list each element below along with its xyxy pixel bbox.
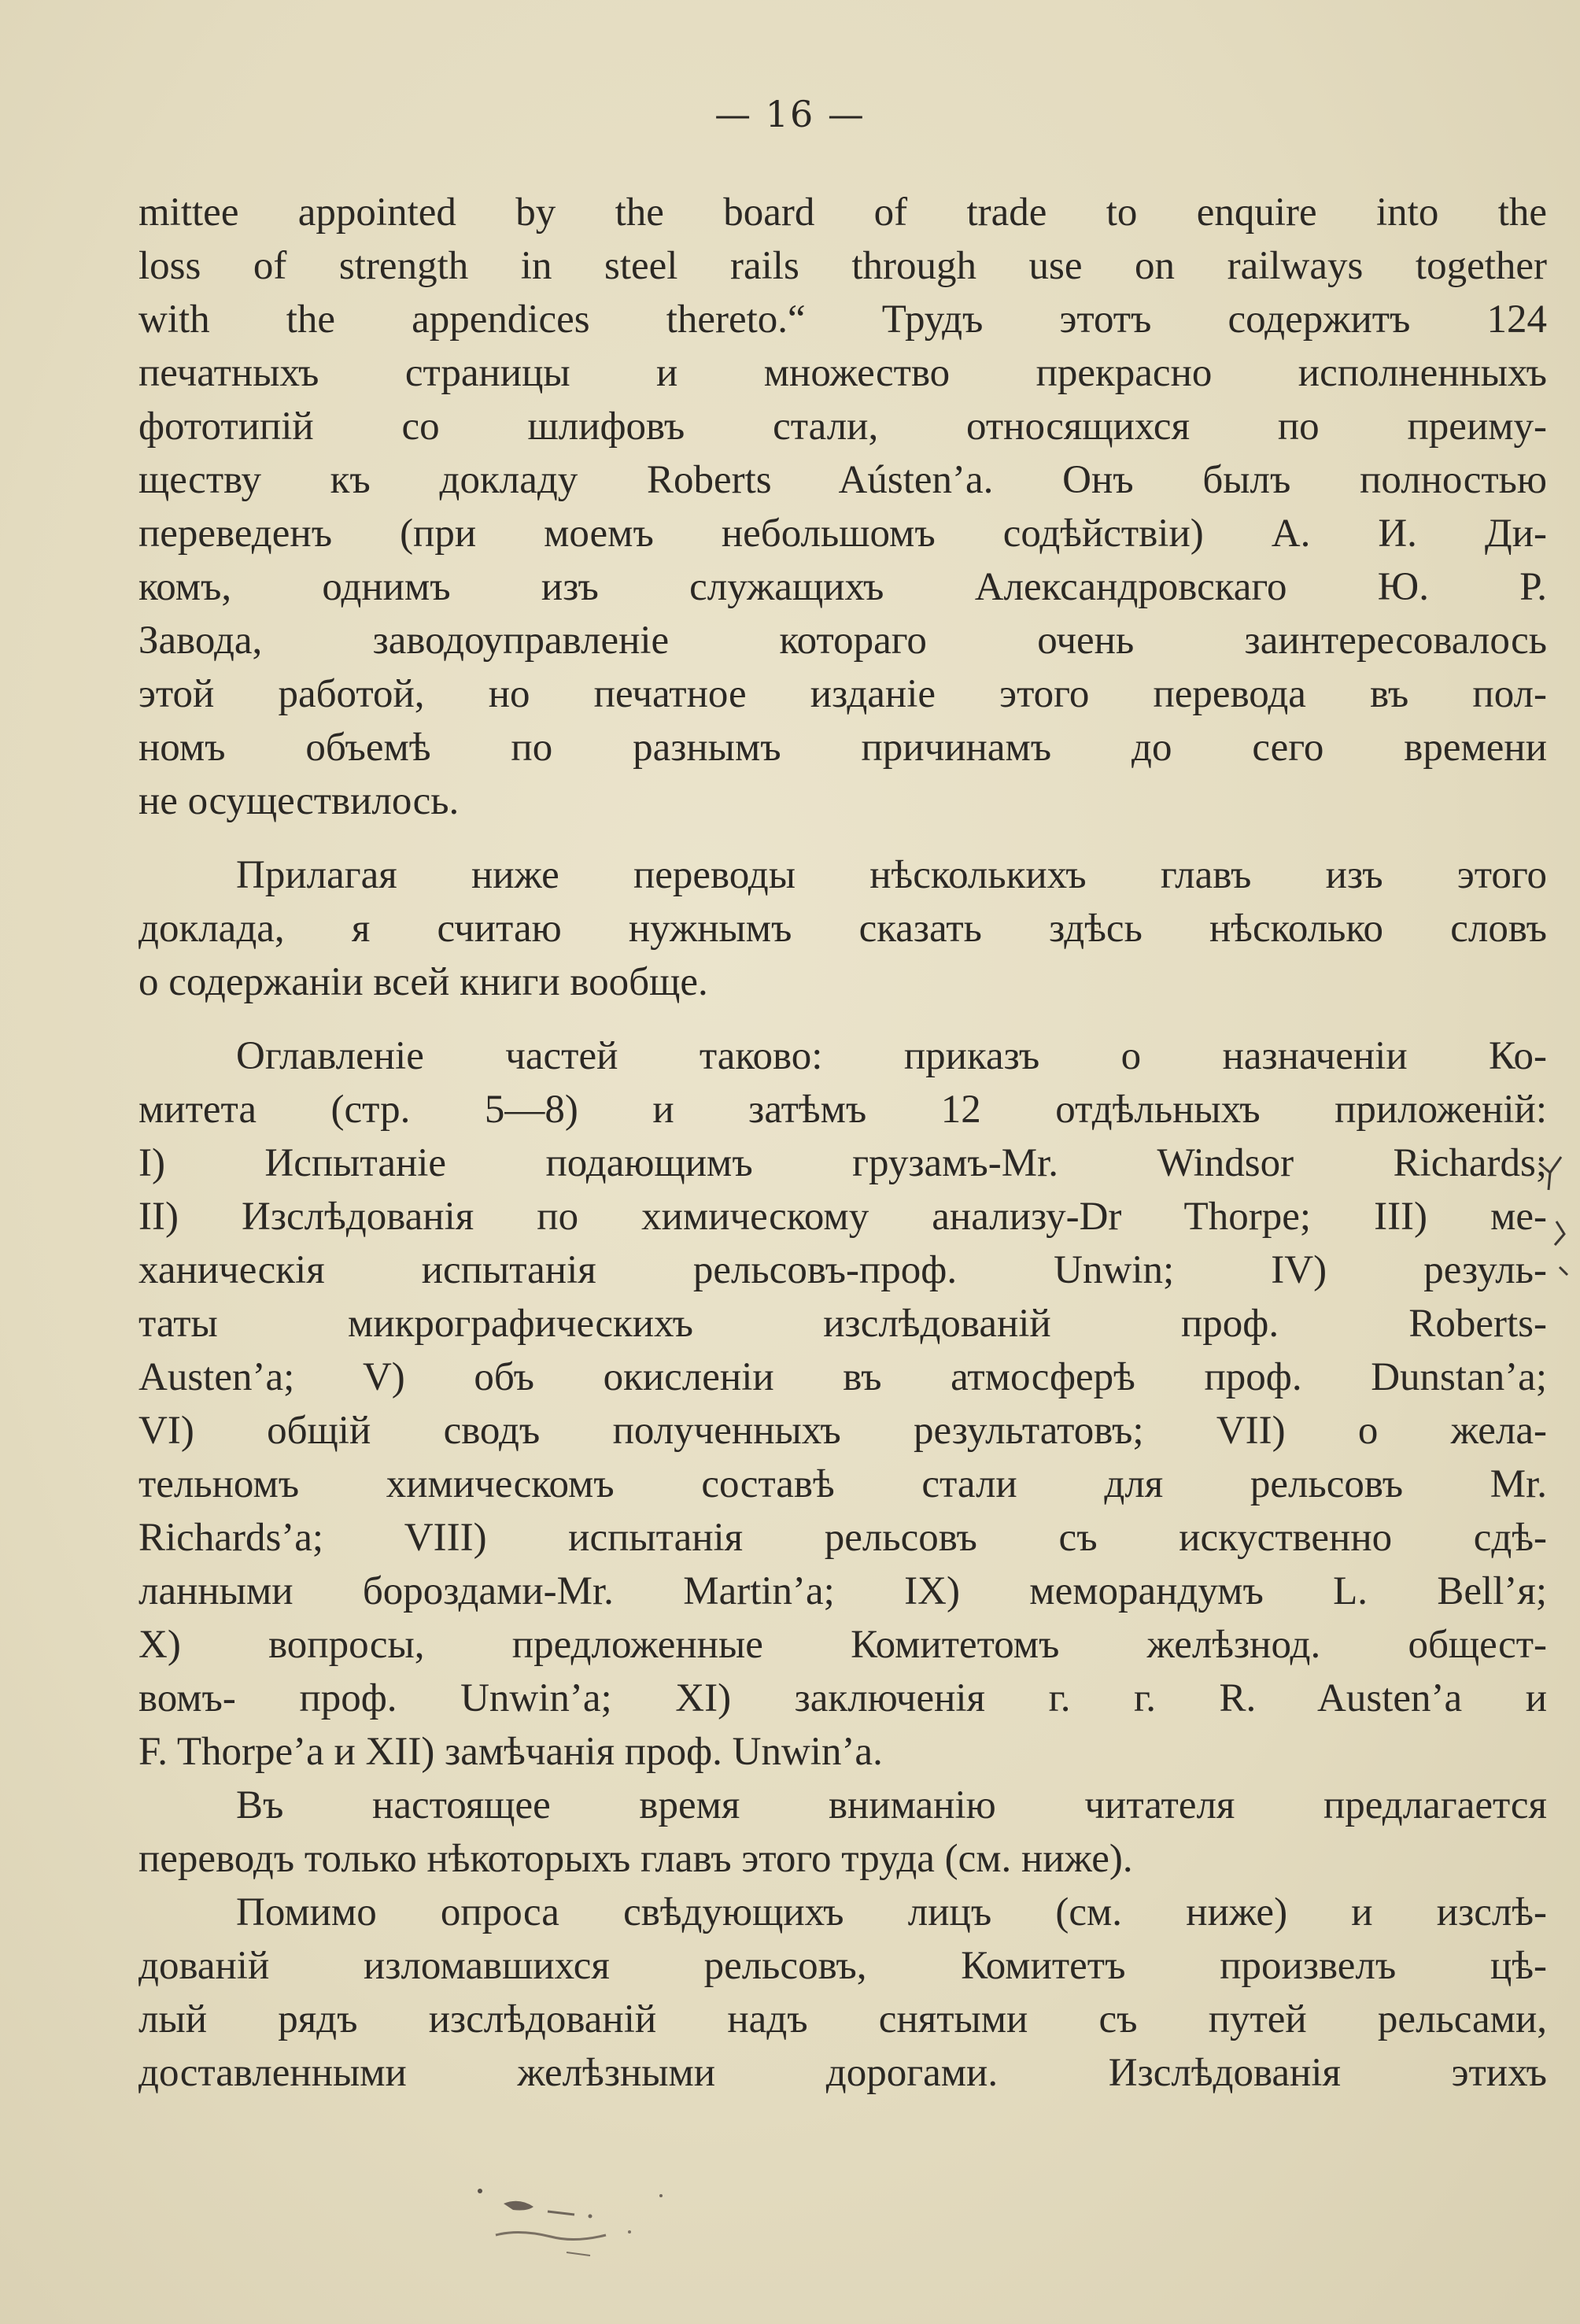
text-line: ланными бороздами-Mr. Martin’a; IX) меморандумъ L. Bell’я; xyxy=(138,1569,1547,1613)
text-line: Помимо опроса свѣдующихъ лицъ (см. ниже) и изслѣ- xyxy=(236,1890,1547,1934)
text-line: with the appendices thereto.“ Трудъ этотъ содержитъ 124 xyxy=(138,297,1547,342)
text-line: не осуществилось. xyxy=(138,779,460,823)
ink-specks-icon xyxy=(472,2180,692,2267)
paragraph-gap xyxy=(138,1009,1547,1029)
text-line: лый рядъ изслѣдованій надъ снятыми съ путей рельсами, xyxy=(138,1997,1547,2041)
text-line: I) Испытаніе подающимъ грузамъ-Mr. Windsor Richards; xyxy=(138,1141,1547,1185)
text-line: комъ, однимъ изъ служащихъ Александровскаго Ю. Р. xyxy=(138,565,1547,609)
text-line: Въ настоящее время вниманію читателя предлагается xyxy=(236,1783,1547,1827)
text-line: таты микрографическихъ изслѣдованій проф. Roberts- xyxy=(138,1302,1547,1346)
text-line: митета (стр. 5—8) и затѣмъ 12 отдѣльныхъ приложеній: xyxy=(138,1088,1547,1132)
text-line: F. Thorpe’a и XII) замѣчанія проф. Unwin’a. xyxy=(138,1730,883,1774)
text-line: этой работой, но печатное изданіе этого перевода въ пол- xyxy=(138,672,1547,716)
pencil-mark-icon xyxy=(1533,1149,1574,1306)
text-line: номъ объемѣ по разнымъ причинамъ до сего времени xyxy=(138,726,1547,770)
text-line: Richards’a; VIII) испытанія рельсовъ съ искуственно сдѣ- xyxy=(138,1516,1547,1560)
text-line: о содержаніи всей книги вообще. xyxy=(138,960,708,1004)
text-line: вомъ- проф. Unwin’a; XI) заключенія г. г. R. Austen’a и xyxy=(138,1676,1547,1720)
text-line: II) Изслѣдованія по химическому анализу-Dr Thorpe; III) ме- xyxy=(138,1195,1547,1239)
text-line: тельномъ химическомъ составѣ стали для рельсовъ Mr. xyxy=(138,1462,1547,1506)
text-line: Austen’a; V) объ окисленіи въ атмосферѣ проф. Dunstan’a; xyxy=(138,1355,1547,1399)
text-line: переводъ только нѣкоторыхъ главъ этого труда (см. ниже). xyxy=(138,1837,1133,1881)
text-line: доставленными желѣзными дорогами. Изслѣдованія этихъ xyxy=(138,2051,1547,2095)
text-line: печатныхъ страницы и множество прекрасно исполненныхъ xyxy=(138,351,1547,395)
text-line: Оглавленіе частей таково: приказъ о назначеніи Ко- xyxy=(236,1034,1547,1078)
text-line: Завода, заводоуправленіе котораго очень заинтересовалось xyxy=(138,619,1547,663)
page-number: — 16 — xyxy=(714,93,866,135)
text-line: loss of strength in steel rails through use on railways together xyxy=(138,244,1547,288)
text-line: mittee appointed by the board of trade to enquire into the xyxy=(138,190,1547,235)
text-line: ханическія испытанія рельсовъ-проф. Unwin; IV) резуль- xyxy=(138,1248,1547,1292)
text-line: доклада, я считаю нужнымъ сказать здѣсь нѣсколько словъ xyxy=(138,907,1547,951)
text-line: переведенъ (при моемъ небольшомъ содѣйствіи) А. И. Ди- xyxy=(138,512,1547,556)
body-text xyxy=(138,186,1547,2100)
text-line: VI) общій сводъ полученныхъ результатовъ; VII) о жела- xyxy=(138,1409,1547,1453)
text-line: фототипій со шлифовъ стали, относящихся по преиму- xyxy=(138,405,1547,449)
text-line: X) вопросы, предложенные Комитетомъ желѣзнод. общест- xyxy=(138,1623,1547,1667)
text-line: дованій изломавшихся рельсовъ, Комитетъ произвелъ цѣ- xyxy=(138,1944,1547,1988)
text-line: ществу къ докладу Roberts Aústen’a. Онъ былъ полностью xyxy=(138,458,1547,502)
paragraph-gap xyxy=(138,828,1547,848)
text-line: Прилагая ниже переводы нѣсколькихъ главъ изъ этого xyxy=(236,853,1547,897)
